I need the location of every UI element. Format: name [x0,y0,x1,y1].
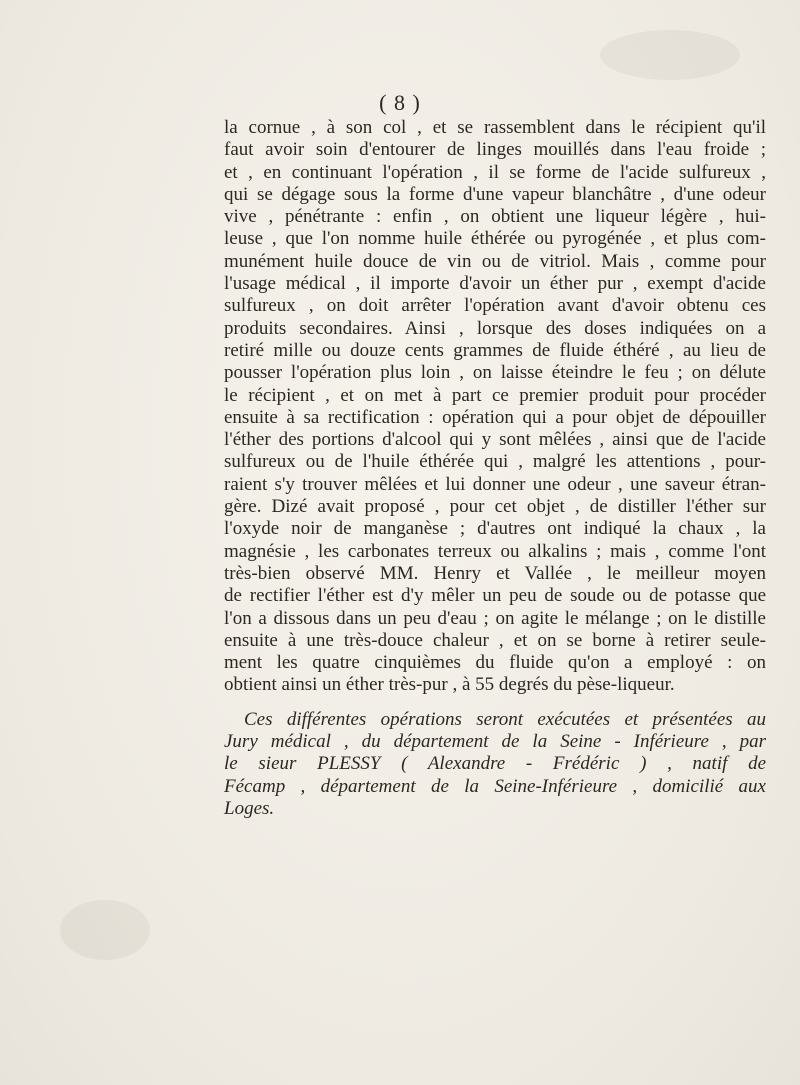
text-line: faut avoir soin d'entourer de linges mouillés dans l'eau froide ; [224,139,766,161]
text-line: de rectifier l'éther est d'y mêler un peu de soude ou de potasse que [224,585,766,607]
paper-stain [600,30,740,80]
text-line: et , en continuant l'opération , il se forme de l'acide sulfureux , [224,161,766,183]
text-line: Jury médical , du département de la Seine - Inférieure , par [224,731,766,753]
text-line: la cornue , à son col , et se rassemblent dans le récipient qu'il [224,117,766,138]
text-line: leuse , que l'on nomme huile éthérée ou pyrogénée , et plus com- [224,228,766,250]
text-line: l'on a dissous dans un peu d'eau ; on agite le mélange ; on le distille [224,607,766,629]
main-paragraph [224,117,766,697]
text-line: très-bien observé MM. Henry et Vallée , le meilleur moyen [224,562,766,584]
paragraph-gap [224,697,766,709]
text-line: ensuite à une très-douce chaleur , et on se borne à retirer seule- [224,629,766,651]
text-line: l'oxyde noir de manganèse ; d'autres ont indiqué la chaux , la [224,518,766,540]
text-line: gère. Dizé avait proposé , pour cet objet , de distiller l'éther sur [224,496,766,518]
text-line: l'usage médical , il importe d'avoir un éther pur , exempt d'acide [224,273,766,295]
text-line: sulfureux ou de l'huile éthérée qui , malgré les attentions , pour- [224,451,766,473]
text-line: l'éther des portions d'alcool qui y sont mêlées , ainsi que de l'acide [224,429,766,451]
text-line: raient s'y trouver mêlées et lui donner une odeur , une saveur étran- [224,473,766,495]
text-line: qui se dégage sous la forme d'une vapeur blanchâtre , d'une odeur [224,183,766,205]
text-line: Loges. [224,797,275,819]
text-line: pousser l'opération plus loin , on laisse éteindre le feu ; on délute [224,362,766,384]
text-line: vive , pénétrante : enfin , on obtient une liqueur légère , hui- [224,206,766,228]
text-line: Ces différentes opérations seront exécutées et présentées au [244,708,766,730]
text-line: magnésie , les carbonates terreux ou alkalins ; mais , comme l'ont [224,540,766,562]
paper-stain [60,900,150,960]
text-line: le sieur PLESSY ( Alexandre - Frédéric ) , natif de [224,753,766,775]
text-line: sulfureux , on doit arrêter l'opération avant d'avoir obtenu ces [224,295,766,317]
text-line: le récipient , et on met à part ce premier produit pour procéder [224,384,766,406]
text-line: retiré mille ou douze cents grammes de fluide éthéré , au lieu de [224,339,766,361]
text-line: produits secondaires. Ainsi , lorsque des doses indiquées on a [224,317,766,339]
text-line: obtient ainsi un éther très-pur , à 55 degrés du pèse-liqueur. [224,674,675,696]
text-line: ment les quatre cinquièmes du fluide qu'on a employé : on [224,652,766,674]
body-text [224,117,766,820]
closing-paragraph [224,709,766,820]
text-line: munément huile douce de vin ou de vitriol. Mais , comme pour [224,250,766,272]
page-number: ( 8 ) [379,90,421,115]
text-line: ensuite à sa rectification : opération qui a pour objet de dépouiller [224,406,766,428]
text-line: Fécamp , département de la Seine-Inférieure , domicilié aux [224,775,766,797]
